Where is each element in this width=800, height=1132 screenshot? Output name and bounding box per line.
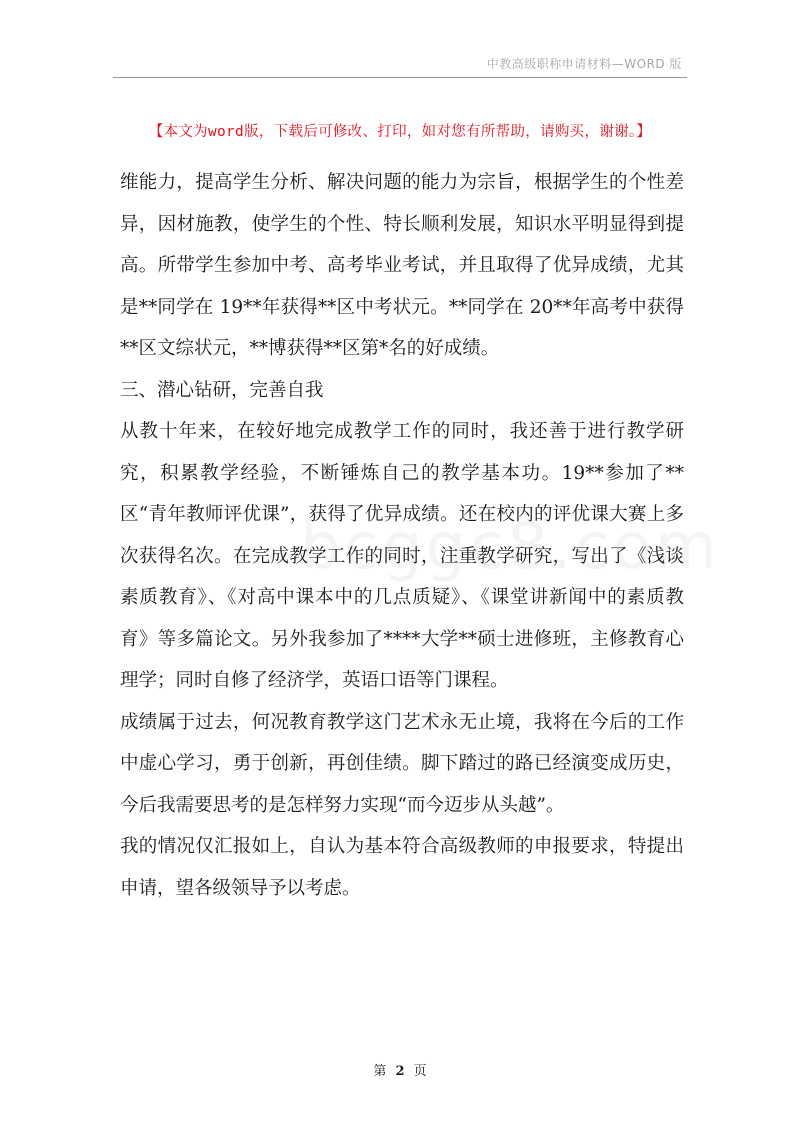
footer-prefix: 第 xyxy=(373,1064,387,1079)
document-body xyxy=(120,162,684,909)
page-header: 中教高级职称申请材料—WORD 版 xyxy=(486,57,682,71)
download-notice: 【本文为word版，下载后可修改、打印，如对您有所帮助，请购买，谢谢。】 xyxy=(148,124,652,140)
header-divider xyxy=(113,77,687,78)
paragraph-future: 成绩属于过去，何况教育教学这门艺术永无止境，我将在今后的工作中虚心学习，勇于创新，再创佳绩。脚下踏过的路已经演变成历史，今后我需要思考的是怎样努力实现“而今迈步从头越”。 xyxy=(120,711,684,816)
paragraph-research: 从教十年来，在较好地完成教学工作的同时，我还善于进行教学研究，积累教学经验，不断锤炼自己的教学基本功。19**参加了**区“青年教师评优课”，获得了优异成绩。还在校内的评优课大赛上多次获得名次。在完成教学工作的同时，注重教学研究，写出了《浅谈素质教育》、《对高中课本中的几点质疑》、《课堂讲新闻中的素质教育》等多篇论文。另外我参加了****大学**硕士进修班，主修教育心理学；同时自修了经济学，英语口语等门课程。 xyxy=(120,421,684,691)
section-heading: 三、潜心钻研，完善自我 xyxy=(120,379,324,401)
footer-suffix: 页 xyxy=(413,1064,427,1079)
page-number: 2 xyxy=(395,1064,405,1079)
paragraph-conclusion: 我的情况仅汇报如上，自认为基本符合高级教师的申报要求，特提出申请，望各级领导予以考虑。 xyxy=(120,836,684,899)
page-footer xyxy=(0,1060,800,1079)
paragraph-teaching-results: 维能力，提高学生分析、解决问题的能力为宗旨，根据学生的个性差异，因材施教，使学生的个性、特长顺利发展，知识水平明显得到提高。所带学生参加中考、高考毕业考试，并且取得了优异成绩，尤其是**同学在 19**年获得**区中考状元。**同学在 20**年高考中获得**区文综状元，**博获得**区第*名的好成绩。 xyxy=(120,172,684,359)
